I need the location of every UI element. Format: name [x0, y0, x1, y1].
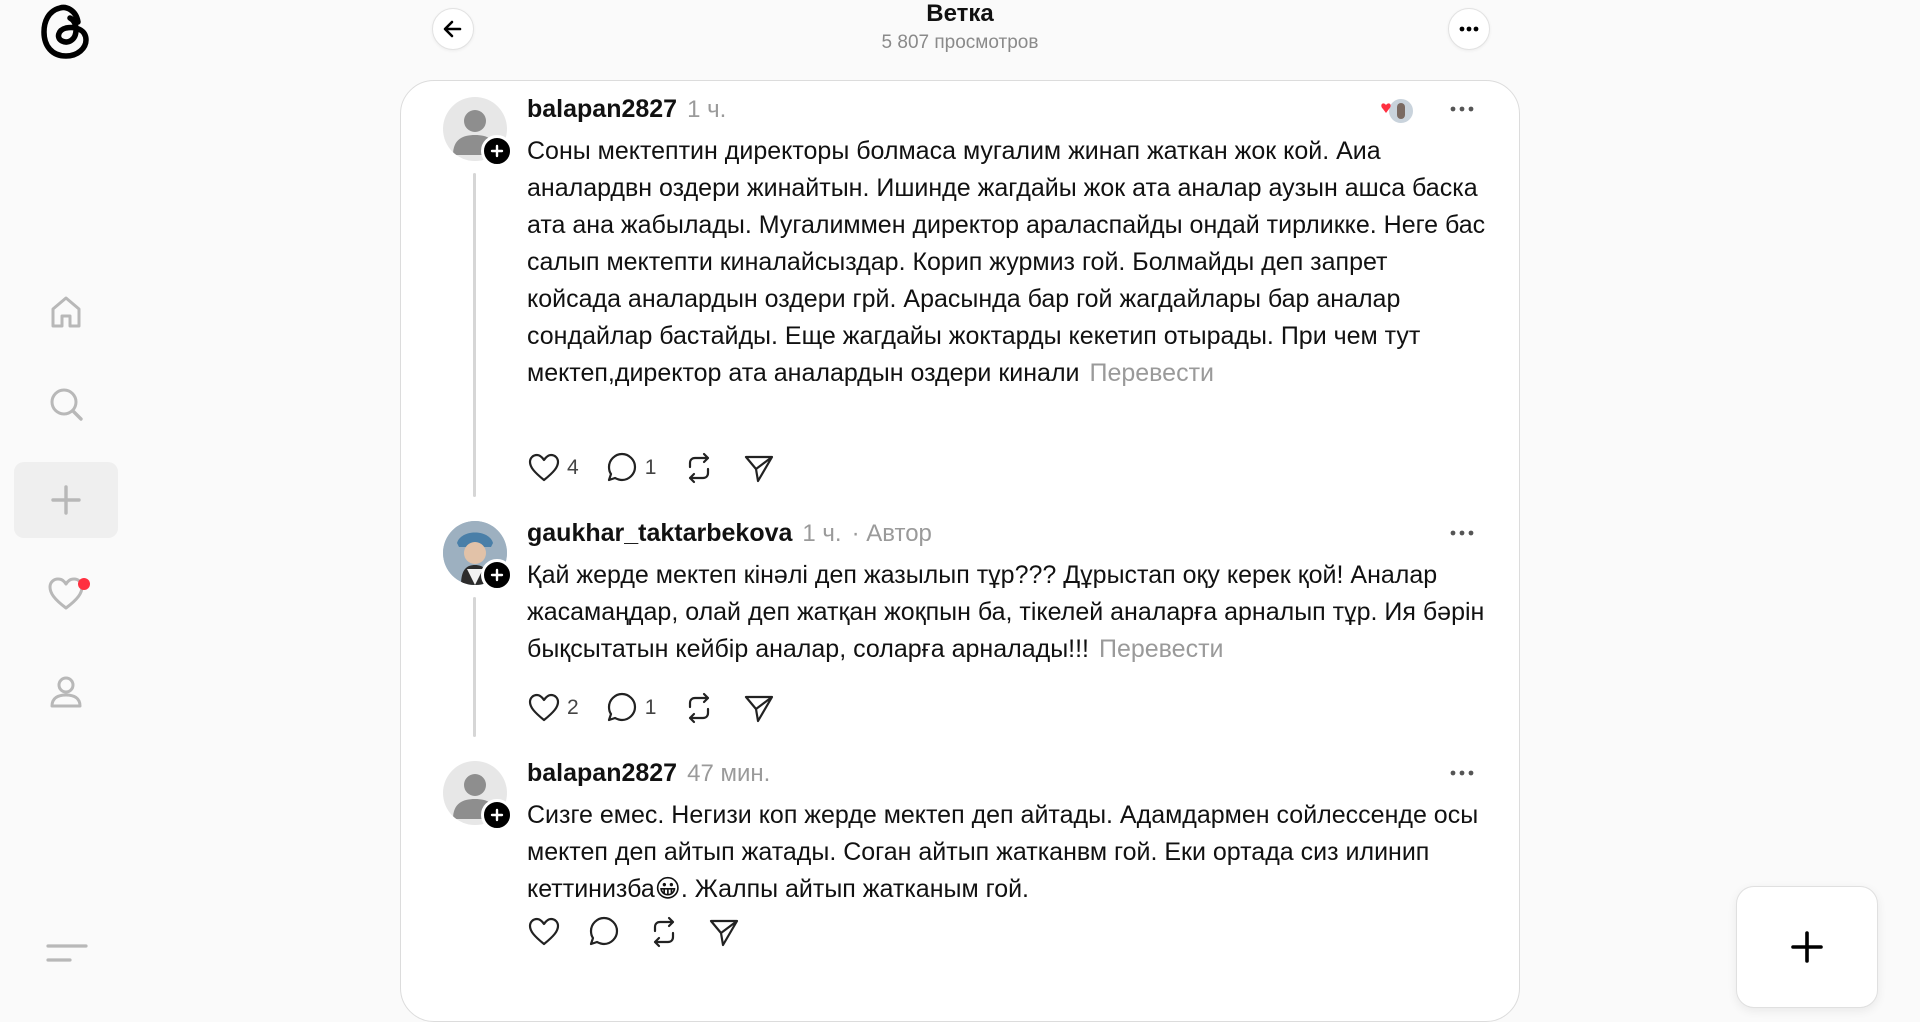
send-icon — [742, 451, 776, 485]
page-title: Ветка — [926, 0, 994, 27]
thread-connector — [473, 597, 476, 737]
post — [401, 745, 1519, 1005]
translate-link[interactable]: Перевести — [1099, 635, 1224, 663]
nav-search[interactable] — [14, 366, 118, 442]
heart-icon — [527, 915, 561, 949]
post-text: Қай жерде мектеп кінәлі деп жазылып тұр??? Дұрыстап оқу керек қой! Аналар жасамаңдар, олай деп жатқан жоқпын ба, тікелей аналарға арналып тұр. Ия бәрін бықсытатын кейбір аналар, соларға арналады!!! — [527, 561, 1485, 663]
reply-button[interactable] — [587, 915, 621, 949]
nav-activity[interactable] — [14, 556, 118, 632]
post-actions — [527, 915, 767, 949]
post-text: Соны мектептин директоры болмаса мугалим жинап жаткан жок кой. Аиа аналардвн оздери жинайтын. Ишинде жагдайы жок ата аналар аузын ашса баска ата ана жабылады. Мугалиммен директор араласпайды ондай тирликке. Неге бас салып мектепти киналайсыздар. Корип журмиз гой. Болмайды деп запрет койсада аналардын оздери грй. Арасында бар гой жагдайлары бар аналар сондайлар бастайды. Еще жагдайы жоктарды кекетип отырады. При чем тут мектеп,директор ата аналардын оздери кинали — [527, 137, 1486, 387]
search-icon — [46, 384, 86, 424]
thread-card — [400, 80, 1520, 1022]
thread-header — [400, 0, 1520, 70]
send-icon — [707, 915, 741, 949]
reactor-avatar-icon — [1377, 97, 1417, 127]
username[interactable]: balapan2827 — [527, 95, 678, 123]
sidebar — [0, 0, 134, 990]
notification-dot — [78, 578, 90, 590]
post-time: 1 ч. — [687, 96, 727, 123]
follow-badge[interactable] — [481, 799, 513, 831]
heart-icon — [527, 691, 561, 725]
repost-icon — [682, 691, 716, 725]
repost-button[interactable] — [682, 691, 716, 725]
reply-button[interactable] — [605, 451, 657, 485]
nav-create[interactable] — [14, 462, 118, 538]
more-horizontal-icon — [1458, 25, 1480, 33]
create-icon — [46, 480, 86, 520]
username[interactable]: balapan2827 — [527, 759, 678, 787]
comment-icon — [605, 451, 639, 485]
share-button[interactable] — [707, 915, 741, 949]
plus-icon — [1790, 930, 1824, 964]
home-icon — [46, 292, 86, 332]
plus-icon — [490, 144, 504, 158]
reply-button[interactable] — [605, 691, 657, 725]
like-button[interactable] — [527, 915, 561, 949]
post-options-icon[interactable] — [1447, 99, 1477, 119]
reactor-avatars[interactable] — [1377, 97, 1417, 127]
threads-logo-icon[interactable] — [36, 0, 96, 62]
nav-profile[interactable] — [14, 654, 118, 730]
menu-icon[interactable] — [44, 940, 90, 970]
repost-icon — [647, 915, 681, 949]
profile-icon — [46, 672, 86, 712]
reply-count: 1 — [644, 456, 657, 479]
post-actions — [527, 691, 802, 725]
view-count: 5 807 просмотров — [881, 32, 1039, 53]
post — [401, 505, 1519, 745]
plus-icon — [490, 808, 504, 822]
username[interactable]: gaukhar_taktarbekova — [527, 519, 793, 547]
reply-count: 1 — [644, 696, 657, 719]
comment-icon — [605, 691, 639, 725]
repost-icon — [682, 451, 716, 485]
plus-icon — [490, 568, 504, 582]
repost-button[interactable] — [682, 451, 716, 485]
post-options-icon[interactable] — [1447, 763, 1477, 783]
post-time: 1 ч. — [802, 520, 842, 547]
author-label: · Автор — [851, 520, 932, 547]
send-icon — [742, 691, 776, 725]
share-button[interactable] — [742, 451, 776, 485]
follow-badge[interactable] — [481, 559, 513, 591]
like-count: 4 — [567, 456, 579, 479]
like-button[interactable] — [527, 451, 579, 485]
post-time: 47 мин. — [687, 760, 771, 787]
like-count: 2 — [567, 696, 579, 719]
thread-connector — [473, 173, 476, 497]
thread-options-button[interactable] — [1448, 8, 1490, 50]
post-options-icon[interactable] — [1447, 523, 1477, 543]
share-button[interactable] — [742, 691, 776, 725]
post — [401, 81, 1519, 505]
follow-badge[interactable] — [481, 135, 513, 167]
translate-link[interactable]: Перевести — [1089, 359, 1214, 387]
comment-icon — [587, 915, 621, 949]
heart-icon — [527, 451, 561, 485]
nav-home[interactable] — [14, 274, 118, 350]
post-actions — [527, 451, 802, 485]
post-text: Сизге емес. Негизи коп жерде мектеп деп айтады. Адамдармен сойлессенде осы мектеп деп айтып жатады. Соган айтып жатканвм гой. Еки ортада сиз илинип кеттинизба😀. Жалпы айтып жатканым гой. — [527, 801, 1479, 903]
repost-button[interactable] — [647, 915, 681, 949]
like-button[interactable] — [527, 691, 579, 725]
